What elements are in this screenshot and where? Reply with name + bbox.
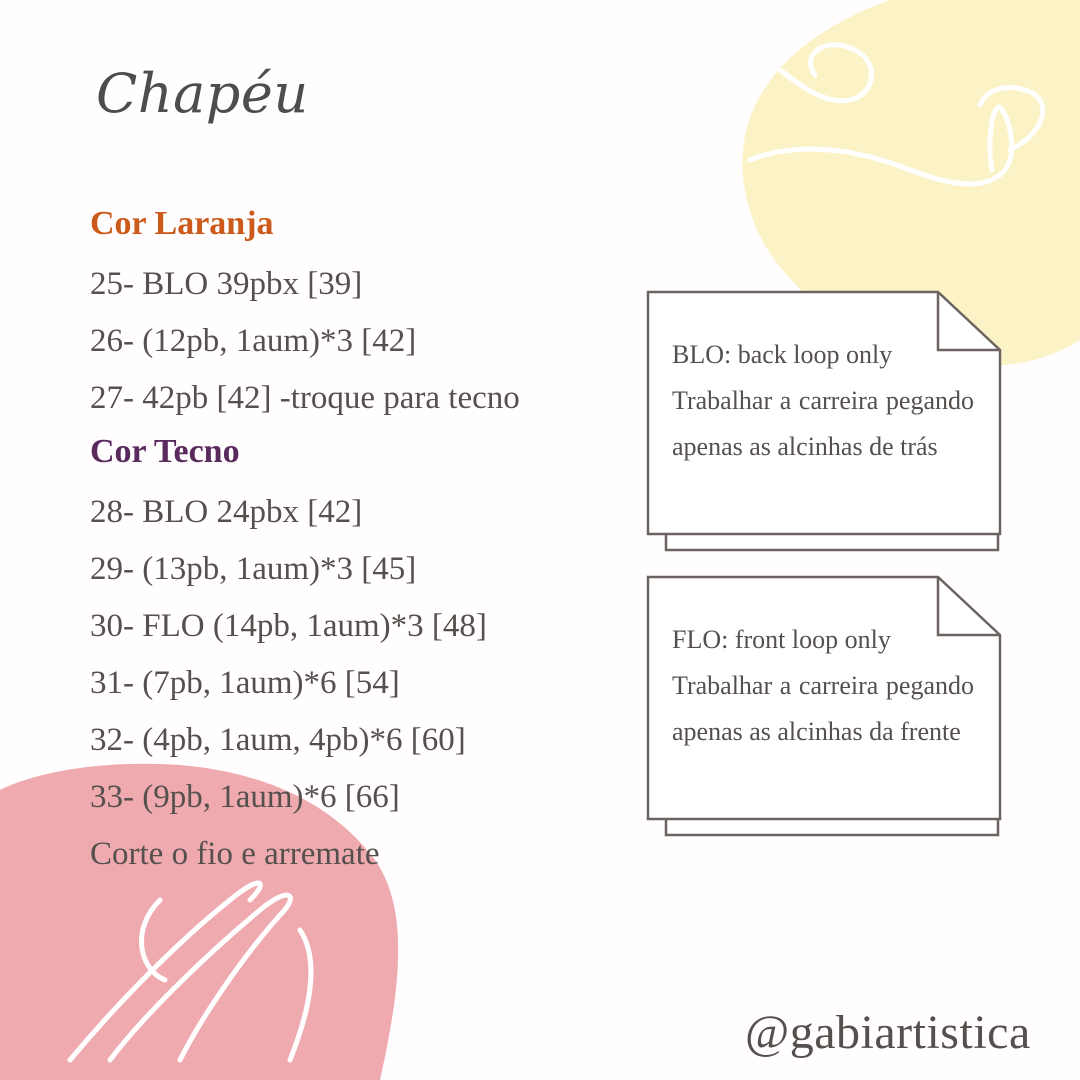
section-heading-tecno: Cor Tecno	[90, 433, 240, 470]
note-card-blo	[646, 290, 1016, 552]
note-card-flo	[646, 575, 1016, 837]
note-term: FLO: front loop only	[672, 625, 891, 654]
note-body: Trabalhar a carreira pegando apenas as alcinhas de trás	[672, 386, 974, 461]
pattern-row: 27- 42pb [42] -troque para tecno	[90, 380, 520, 416]
pattern-row: Corte o fio e arremate	[90, 836, 380, 872]
author-handle: @gabiartistica	[745, 1006, 1031, 1059]
note-body: Trabalhar a carreira pegando apenas as alcinhas da frente	[672, 671, 974, 746]
pattern-row: 31- (7pb, 1aum)*6 [54]	[90, 665, 400, 701]
pattern-row: 28- BLO 24pbx [42]	[90, 494, 363, 530]
pattern-row: 26- (12pb, 1aum)*3 [42]	[90, 323, 417, 359]
pattern-row: 30- FLO (14pb, 1aum)*3 [48]	[90, 608, 487, 644]
section-heading-laranja: Cor Laranja	[90, 205, 274, 242]
pattern-row: 25- BLO 39pbx [39]	[90, 266, 363, 302]
note-term: BLO: back loop only	[672, 340, 893, 369]
pattern-row: 29- (13pb, 1aum)*3 [45]	[90, 551, 417, 587]
pattern-row: 33- (9pb, 1aum)*6 [66]	[90, 779, 400, 815]
pattern-row: 32- (4pb, 1aum, 4pb)*6 [60]	[90, 722, 466, 758]
page-title: Chapéu	[96, 62, 309, 125]
